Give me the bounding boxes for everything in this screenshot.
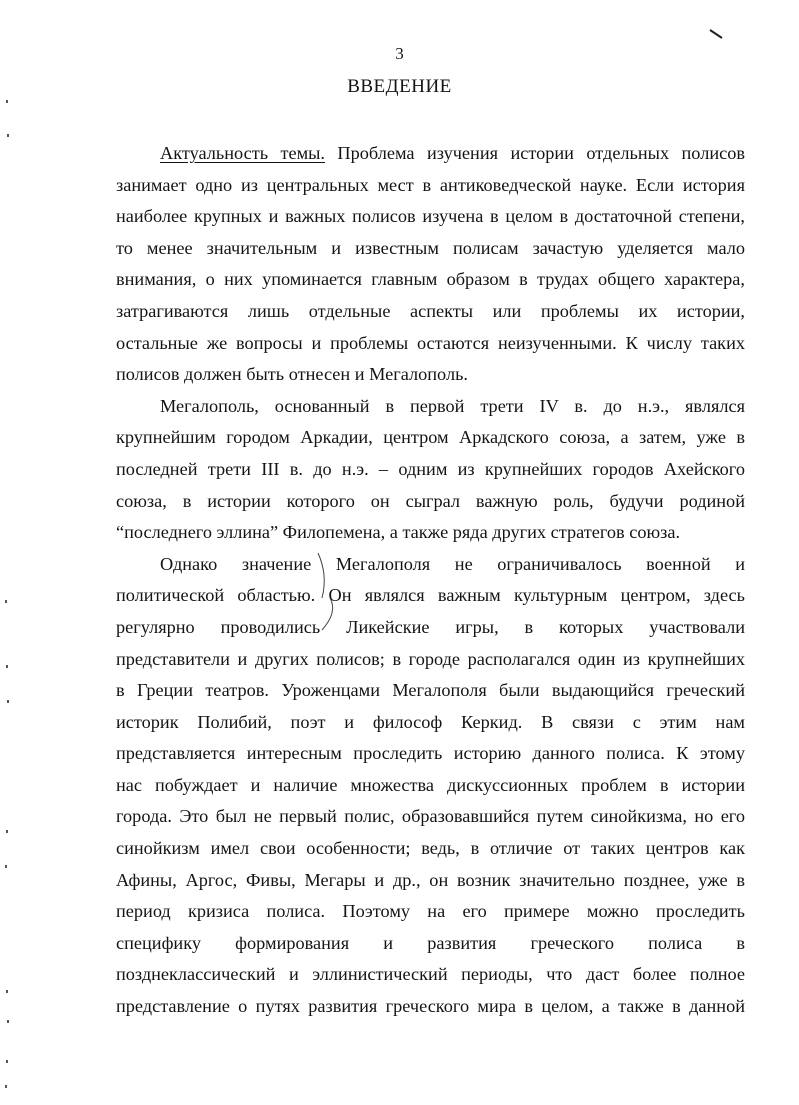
- text-line: полисов должен быть отнесен и Мегалополь.: [116, 364, 468, 385]
- text-line: Мегалополь, основанный в первой трети IV в. до н.э., являлся: [160, 395, 745, 416]
- text-line: историк Полибий, поэт и философ Керкид. В связи с этим нам: [116, 711, 745, 732]
- scan-speck: [6, 100, 8, 103]
- text-line: занимает одно из центральных мест в антиковедческой науке. Если история: [116, 174, 745, 195]
- text-line: города. Это был не первый полис, образовавшийся путем синойкизма, но его: [116, 806, 745, 827]
- paragraph-megalopolis: [116, 391, 745, 549]
- scan-speck: [6, 830, 8, 833]
- text-line: представители и других полисов; в городе располагался один из крупнейших: [116, 648, 745, 669]
- text-line: наиболее крупных и важных полисов изучена в целом в достаточной степени,: [116, 206, 745, 227]
- text-line: Актуальность темы. Проблема изучения истории отдельных полисов: [160, 143, 746, 163]
- text-line: в Греции театров. Уроженцами Мегалополя были выдающийся греческий: [116, 680, 745, 701]
- text-line: внимания, о них упоминается главным образом в трудах общего характера,: [116, 269, 745, 290]
- text-line: Однако значение Мегалополя не ограничивалось военной и: [160, 553, 745, 574]
- text-line: союза, в истории которого он сыграл важную роль, будучи родиной: [116, 490, 745, 511]
- body-text: [116, 138, 745, 1023]
- text-line: политической областью. Он являлся важным культурным центром, здесь: [116, 585, 745, 606]
- text-line: то менее значительным и известным полисам зачастую уделяется мало: [116, 237, 745, 258]
- scan-speck: [7, 700, 9, 703]
- scan-speck: [6, 990, 8, 993]
- scan-speck: [5, 1085, 7, 1088]
- text-line: регулярно проводились Ликейские игры, в которых участвовали: [116, 616, 745, 637]
- scan-speck: [5, 865, 7, 868]
- text-line: синойкизм имел свои особенности; ведь, в отличие от таких центров как: [116, 838, 745, 859]
- text-line: нас побуждает и наличие множества дискуссионных проблем в истории: [116, 774, 745, 795]
- text-line: последней трети III в. до н.э. – одним из крупнейших городов Ахейского: [116, 458, 745, 479]
- text-line: крупнейшим городом Аркадии, центром Аркадского союза, а затем, уже в: [116, 427, 745, 448]
- text-line: специфику формирования и развития греческого полиса в: [116, 932, 745, 953]
- scan-speck: [6, 665, 8, 668]
- scan-speck: [7, 134, 9, 137]
- section-lead: Актуальность темы.: [160, 143, 325, 163]
- scan-speck: [5, 600, 7, 603]
- page-number: 3: [395, 44, 404, 63]
- page-title: ВВЕДЕНИЕ: [347, 76, 452, 97]
- paragraph-significance: [116, 549, 745, 1023]
- text-line: представляется интересным проследить историю данного полиса. К этому: [116, 743, 745, 764]
- scan-speck: [6, 1060, 8, 1063]
- text-line: “последнего эллина” Филопемена, а также ряда других стратегов союза.: [116, 522, 681, 543]
- text-line: Афины, Аргос, Фивы, Мегары и др., он возник значительно позднее, уже в: [116, 869, 745, 890]
- scan-speck: [7, 1020, 9, 1023]
- text-line: позднеклассический и эллинистический периоды, что даст более полное: [116, 964, 745, 985]
- text-line: период кризиса полиса. Поэтому на его примере можно проследить: [116, 901, 745, 922]
- text-line: затрагиваются лишь отдельные аспекты или проблемы их истории,: [116, 300, 745, 321]
- text-line: остальные же вопросы и проблемы остаются неизученными. К числу таких: [116, 332, 745, 353]
- text-line: представление о путях развития греческого мира в целом, а также в данной: [116, 996, 745, 1017]
- paragraph-relevance: [116, 138, 745, 391]
